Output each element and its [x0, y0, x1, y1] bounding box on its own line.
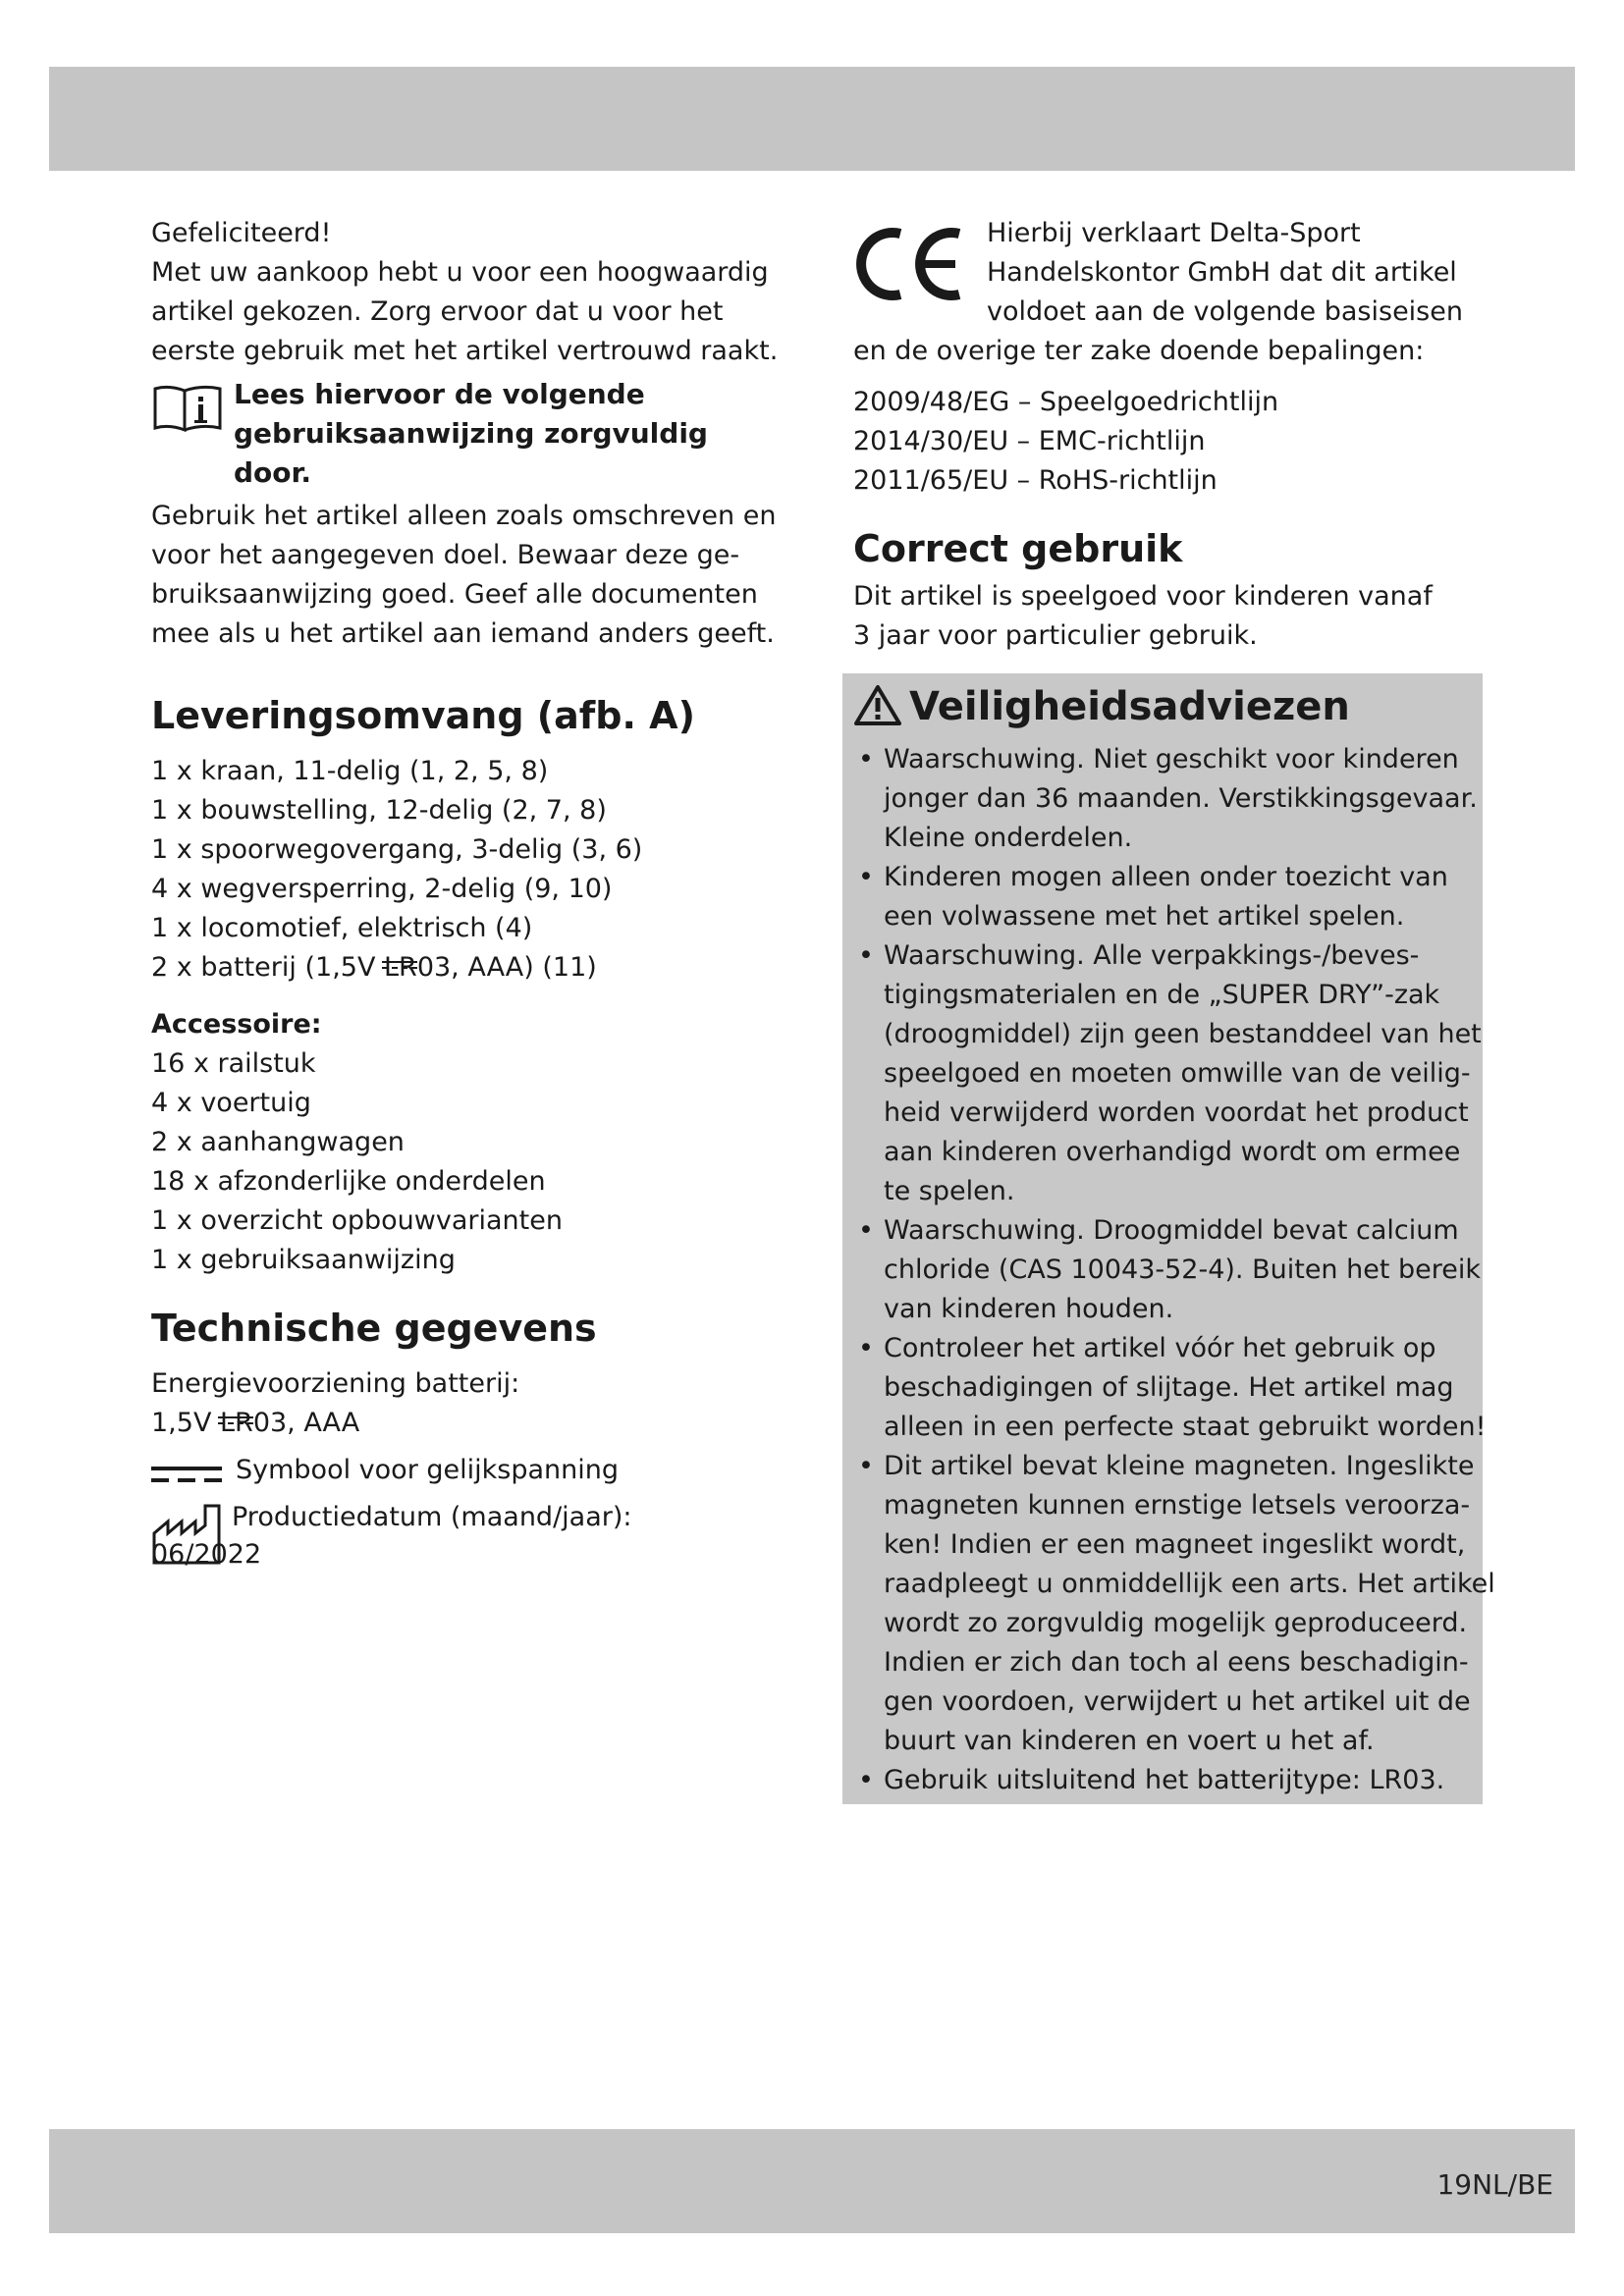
accessory-item: 18 x afzonderlijke onderdelen — [151, 1166, 546, 1197]
safety-item: • Gebruik uitsluitend het batterijtype: LR03. — [854, 1761, 1475, 1800]
usage-line: Gebruik het artikel alleen zoals omschreven en — [151, 501, 777, 531]
safety-list — [854, 740, 1495, 1800]
ce-mark-icon — [853, 224, 969, 304]
ce-line: voldoet aan de volgende basiseisen — [987, 296, 1463, 327]
safety-item: • Waarschuwing. Niet geschikt voor kinderen jonger dan 36 maanden. Verstikkingsgevaar. Kleine onderdelen. — [854, 740, 1475, 858]
production-date-icon — [151, 1500, 230, 1569]
note-line: Lees hiervoor de volgende — [234, 378, 645, 410]
scope-item: 1 x bouwstelling, 12-delig (2, 7, 8) — [151, 795, 607, 826]
scope-item: 1 x kraan, 11-delig (1, 2, 5, 8) — [151, 756, 549, 786]
note-line: door. — [234, 456, 311, 489]
scope-list — [151, 752, 780, 988]
usage-text — [151, 497, 780, 654]
ce-line: Hierbij verklaart Delta-Sport — [987, 218, 1361, 248]
directive-item: 2014/30/EU – EMC-richtlijn — [853, 426, 1206, 456]
accessory-item: 2 x aanhangwagen — [151, 1127, 405, 1157]
intro-line: eerste gebruik met het artikel vertrouwd raakt. — [151, 336, 779, 366]
accessories-heading: Accessoire: — [151, 1009, 322, 1040]
header-band — [49, 67, 1575, 171]
directive-item: 2011/65/EU – RoHS-richtlijn — [853, 465, 1218, 496]
read-manual-note — [151, 375, 780, 493]
dc-symbol-row — [151, 1451, 780, 1490]
page-number: 19NL/BE — [1436, 2168, 1553, 2201]
dc-lr-mark: LR — [220, 1408, 253, 1438]
intro-line: artikel gekozen. Zorg ervoor dat u voor het — [151, 296, 724, 327]
safety-heading: Veiligheidsadviezen — [854, 679, 1350, 734]
safety-item: • Waarschuwing. Droogmiddel bevat calcium chloride (CAS 10043-52-4). Buiten het bereik van kinderen houden. — [854, 1211, 1475, 1329]
scope-item: 1 x locomotief, elektrisch (4) — [151, 913, 533, 943]
safety-item: • Dit artikel bevat kleine magneten. Ingeslikte magneten kunnen ernstige letsels veroorza- ken! Indien er een magneet ingeslikt wordt, raadpleegt u onmiddellijk een arts. Het artikel wordt zo zorgvuldig mogelijk geproduceerd. Indien er zich dan toch al eens beschadigin- gen voordoen, verwijdert u het artikel uit de buurt van kinderen en voert u het af. — [854, 1447, 1475, 1761]
directive-item: 2009/48/EG – Speelgoedrichtlijn — [853, 387, 1279, 417]
ce-line: Handelskontor GmbH dat dit artikel — [987, 257, 1457, 288]
tech-power-value: 1,5V LR03, AAA — [151, 1404, 780, 1443]
correct-use-line: 3 jaar voor particulier gebruik. — [853, 620, 1258, 651]
scope-item: 4 x wegversperring, 2-delig (9, 10) — [151, 874, 613, 904]
note-line: gebruiksaanwijzing zorgvuldig — [234, 417, 708, 450]
directive-list — [853, 383, 1482, 501]
production-label: Productiedatum (maand/jaar): — [232, 1502, 632, 1532]
scope-heading: Leveringsomvang (afb. A) — [151, 694, 695, 737]
tech-power-label: Energievoorziening batterij: — [151, 1368, 520, 1399]
scope-item-battery: 2 x batterij (1,5V LR03, AAA) (11) — [151, 948, 780, 988]
intro-text — [151, 214, 780, 371]
right-column — [853, 214, 1482, 656]
usage-line: bruiksaanwijzing goed. Geef alle documenten — [151, 579, 758, 610]
accessories-list — [151, 1044, 780, 1280]
scope-item: 1 x spoorwegovergang, 3-delig (3, 6) — [151, 834, 643, 865]
safety-box — [842, 673, 1495, 1804]
intro-line: Met uw aankoop hebt u voor een hoogwaardig — [151, 257, 769, 288]
production-date-row — [151, 1498, 780, 1537]
accessory-item: 1 x overzicht opbouwvarianten — [151, 1205, 563, 1236]
tech-heading: Technische gegevens — [151, 1307, 597, 1350]
accessory-item: 16 x railstuk — [151, 1048, 316, 1079]
footer-band — [49, 2129, 1575, 2233]
safety-item: • Kinderen mogen alleen onder toezicht van een volwassene met het artikel spelen. — [854, 858, 1475, 936]
warning-icon — [854, 684, 901, 725]
left-column — [151, 214, 780, 1575]
usage-line: voor het aangegeven doel. Bewaar deze ge- — [151, 540, 740, 570]
dc-symbol-text: Symbool voor gelijkspanning — [236, 1455, 619, 1485]
correct-use-line: Dit artikel is speelgoed voor kinderen vanaf — [853, 581, 1433, 612]
safety-item: • Controleer het artikel vóór het gebruik op beschadigingen of slijtage. Het artikel mag alleen in een perfecte staat gebruikt worden! — [854, 1329, 1475, 1447]
direct-current-icon — [151, 1459, 222, 1488]
ce-continuation: en de overige ter zake doende bepalingen: — [853, 336, 1425, 366]
production-date: 06/2022 — [151, 1539, 262, 1570]
accessory-item: 1 x gebruiksaanwijzing — [151, 1245, 456, 1275]
ce-declaration — [853, 214, 1482, 332]
intro-line: Gefeliciteerd! — [151, 218, 332, 248]
accessory-item: 4 x voertuig — [151, 1088, 311, 1118]
read-manual-icon — [151, 383, 224, 434]
dc-lr-mark: LR — [384, 952, 417, 983]
safety-item: • Waarschuwing. Alle verpakkings-/beves- tigingsmaterialen en de „SUPER DRY”-zak (droogmiddel) zijn geen bestanddeel van het speelgoed en moeten omwille van de veilig- heid verwijderd worden voordat het product aan kinderen overhandigd wordt om ermee te spelen. — [854, 936, 1475, 1211]
correct-use-heading: Correct gebruik — [853, 527, 1183, 570]
usage-line: mee als u het artikel aan iemand anders geeft. — [151, 618, 775, 649]
